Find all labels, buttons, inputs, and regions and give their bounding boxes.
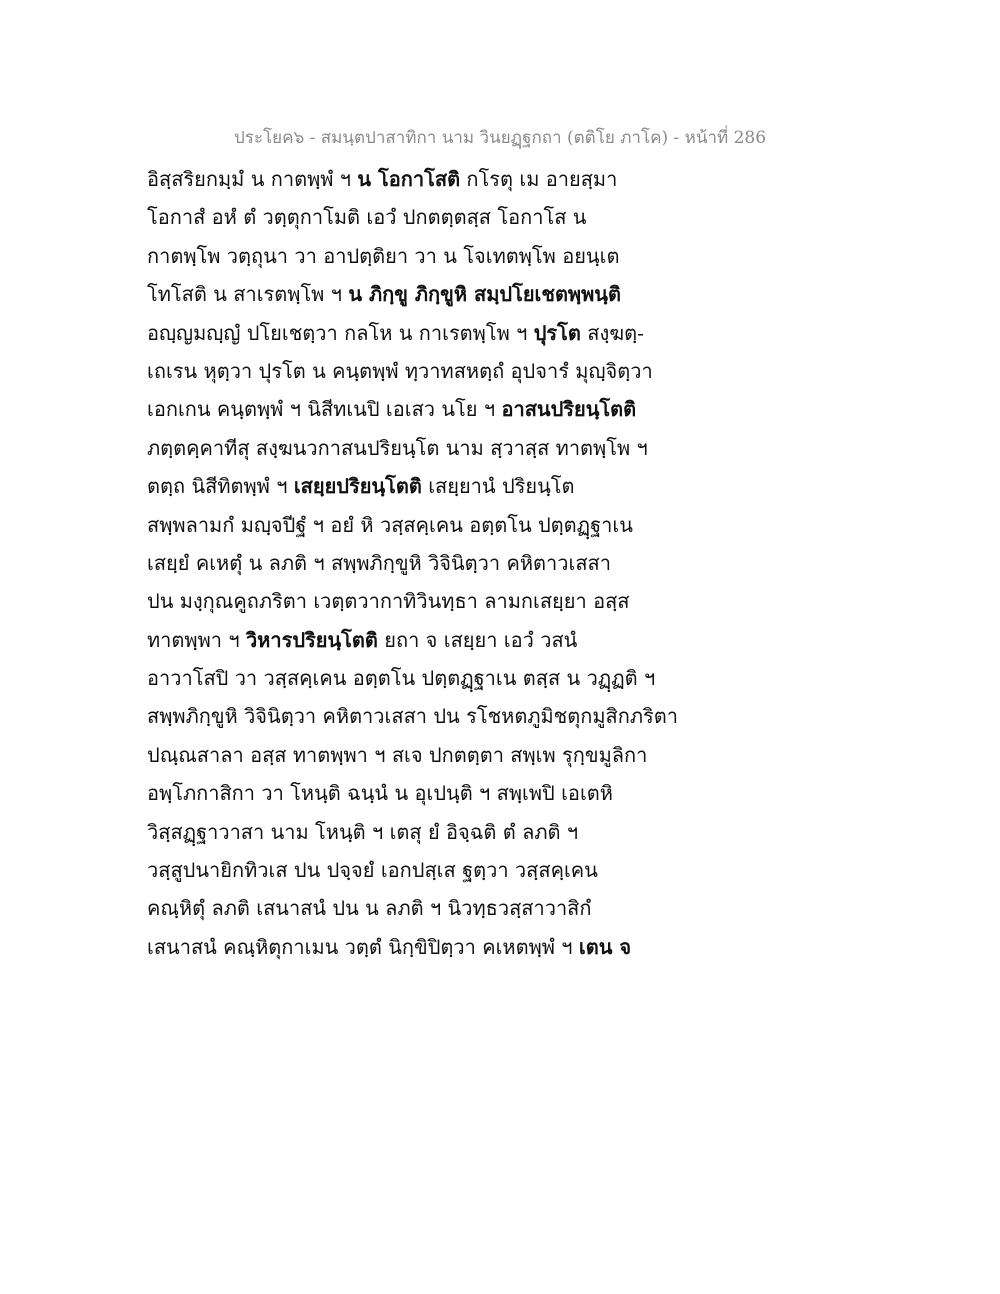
text-line (147, 314, 747, 352)
bold-term: วิหารปริยนฺโตติ (245, 627, 378, 652)
text-line (147, 621, 747, 659)
text-segment: ทาตพฺพา ฯ (147, 627, 246, 652)
text-segment: เถเรน หุตฺวา ปุรโต น คนฺตพฺพํ ทฺวาทสหตฺถํ อุปจารํ มุญฺจิตฺวา (147, 358, 653, 383)
text-segment: ปณฺณสาลา อสฺส ทาตพฺพา ฯ สเจ ปกตตฺตา สพฺเพ รุกฺขมูลิกา (147, 742, 648, 767)
text-line (147, 237, 747, 275)
text-segment: เอกเกน คนฺตพฺพํ ฯ นิสีทเนปิ เอเสว นโย ฯ (147, 397, 502, 422)
text-segment: สงฺฆตฺ- (580, 320, 644, 345)
text-segment: คณฺหิตุํ ลภติ เสนาสนํ ปน น ลภติ ฯ นิวทฺธวสฺสาวาสิกํ (147, 896, 592, 921)
text-line (147, 813, 747, 851)
text-line (147, 774, 747, 812)
text-segment: เสนาสนํ คณฺหิตุกาเมน วตฺตํ นิกฺขิปิตฺวา คเหตพฺพํ ฯ (147, 934, 579, 959)
text-line (147, 928, 747, 966)
text-segment: ยถา จ เสยฺยา เอวํ วสนํ (377, 627, 578, 652)
text-segment: สพฺพลามกํ มญฺจปีฐํ ฯ อยํ หิ วสฺสคฺเคน อตฺตโน ปตฺตฏฺฐาเน (147, 512, 633, 537)
text-segment: กาตพฺโพ วตฺถุนา วา อาปตฺติยา วา น โจเทตพฺโพ อยนฺเต (147, 243, 620, 268)
bold-term: เตน จ (578, 934, 632, 959)
bold-term: เสยฺยปริยนฺโตติ (293, 474, 422, 499)
text-segment: อญฺญมญฺญํ ปโยเชตฺวา กลโห น กาเรตพฺโพ ฯ (147, 320, 534, 345)
text-line (147, 851, 747, 889)
bold-term: น ภิกฺขู ภิกฺขูหิ สมฺปโยเชตพฺพนฺติ (348, 282, 621, 307)
text-line (147, 275, 747, 313)
text-line (147, 160, 747, 198)
running-header: ประโยค๖ - สมนฺตปาสาทิกา นาม วินยฏฺฐกถา (ตติโย ภาโค) - หน้าที่ 286 (233, 128, 767, 148)
text-segment: วสฺสูปนายิกทิวเส ปน ปจฺจยํ เอกปสฺเส ฐตฺวา วสฺสคฺเคน (147, 858, 598, 883)
text-line (147, 467, 747, 505)
text-segment: โอกาสํ อหํ ตํ วตฺตุกาโมติ เอวํ ปกตตฺตสฺส โอกาโส น (147, 205, 587, 230)
text-segment: ปน มงฺกุณคูถภริตา เวตฺตวากาทิวินทฺธา ลามกเสยฺยา อสฺส (147, 589, 630, 614)
text-segment: อพฺโภกาสิกา วา โหนฺติ ฉนฺนํ น อุเปนฺติ ฯ สพฺเพปิ เอเตหิ (147, 781, 613, 806)
text-line (147, 390, 747, 428)
bold-term: อาสนปริยนฺโตติ (501, 397, 637, 422)
text-line (147, 352, 747, 390)
text-segment: เสยฺยานํ ปริยนฺโต (421, 474, 575, 499)
text-line (147, 889, 747, 927)
text-line (147, 506, 747, 544)
bold-term: น โอกาโสติ (357, 167, 461, 191)
text-line (147, 429, 747, 467)
text-line (147, 659, 747, 697)
text-line (147, 198, 747, 236)
text-segment: โทโสติ น สาเรตพฺโพ ฯ (147, 282, 349, 307)
text-segment: วิสฺสฏฺฐาวาสา นาม โหนฺติ ฯ เตสุ ยํ อิจฺฉติ ตํ ลภติ ฯ (147, 819, 579, 844)
text-line (147, 697, 747, 735)
text-segment: เสยฺยํ คเหตุํ น ลภติ ฯ สพฺพภิกฺขูหิ วิจินิตฺวา คหิตาวเสสา (147, 550, 611, 575)
text-segment: ภตฺตคฺคาทีสุ สงฺฆนวกาสนปริยนฺโต นาม สฺวาสฺส ทาตพฺโพ ฯ (147, 435, 648, 460)
text-line (147, 544, 747, 582)
text-line (147, 736, 747, 774)
body-text (147, 160, 747, 966)
text-segment: สพฺพภิกฺขูหิ วิจินิตฺวา คหิตาวเสสา ปน รโชหตภูมิชตุกมูสิกภริตา (147, 704, 678, 729)
text-segment: อิสฺสริยกมฺมํ น กาตพฺพํ ฯ (147, 167, 358, 191)
bold-term: ปุรโต (533, 320, 581, 345)
text-segment: กโรตุ เม อายสฺมา (460, 167, 618, 191)
text-segment: อาวาโสปิ วา วสฺสคฺเคน อตฺตโน ปตฺตฏฺฐาเน ตสฺส น วฏฺฏติ ฯ (147, 666, 656, 691)
text-segment: ตตฺถ นิสีทิตพฺพํ ฯ (147, 474, 294, 499)
text-line (147, 582, 747, 620)
